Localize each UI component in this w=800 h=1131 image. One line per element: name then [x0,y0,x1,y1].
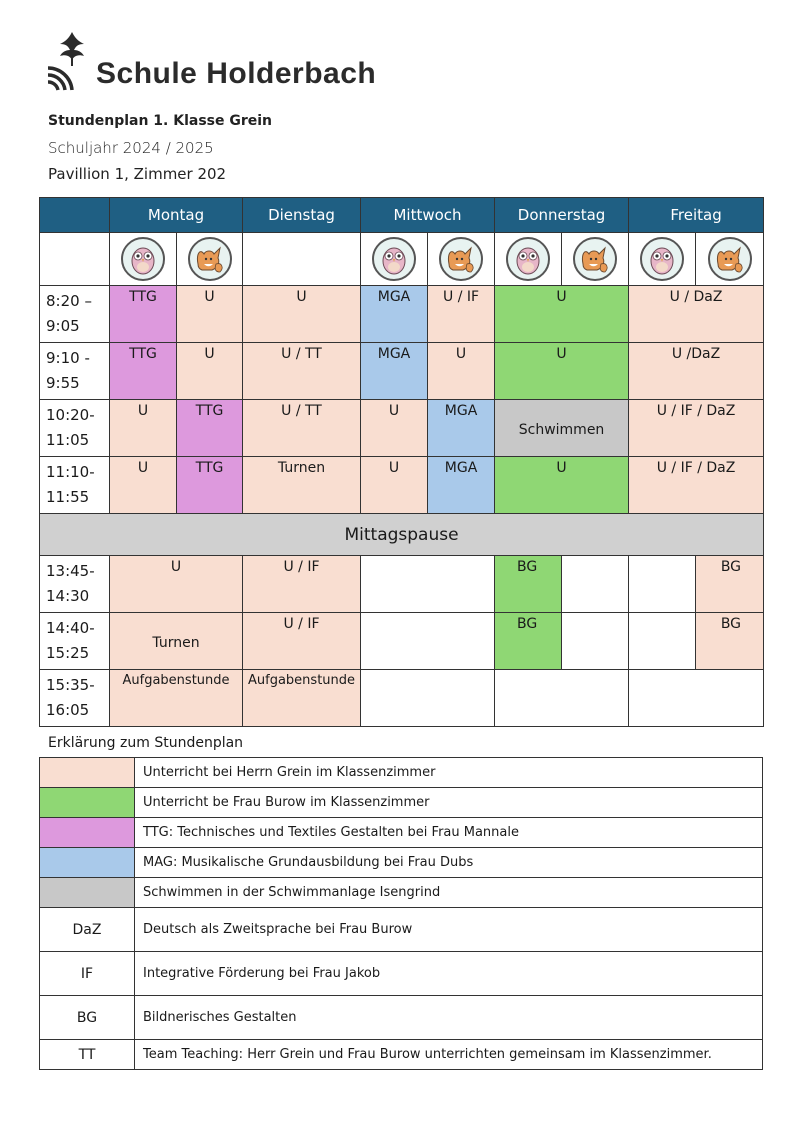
lesson-cell: U [428,343,495,400]
legend-text: Unterricht bei Herrn Grein im Klassenzimmer [135,758,763,788]
lesson-cell: U [177,343,243,400]
room-info: Pavillion 1, Zimmer 202 [48,165,227,183]
legend-title: Erklärung zum Stundenplan [48,735,244,751]
empty-cell [562,556,629,613]
school-header [46,30,376,92]
lesson-cell: Aufgabenstunde [110,670,243,727]
owl-icon [372,237,416,281]
legend-text: Deutsch als Zweitsprache bei Frau Burow [135,908,763,952]
legend-text: Schwimmen in der Schwimmanlage Isengrind [135,878,763,908]
icon-cell [495,233,562,286]
icon-cell [629,233,696,286]
empty-cell [629,613,696,670]
lesson-cell: U / IF / DaZ [629,400,764,457]
legend-text: MAG: Musikalische Grundausbildung bei Frau Dubs [135,848,763,878]
empty-cell [361,613,495,670]
lesson-cell: Aufgabenstunde [243,670,361,727]
lesson-cell: Turnen [243,457,361,514]
plan-title: Stundenplan 1. Klasse Grein [48,113,273,129]
lesson-cell: U / IF [243,613,361,670]
lesson-cell: TTG [110,286,177,343]
legend-text: Bildnerisches Gestalten [135,996,763,1040]
lesson-cell: U / DaZ [629,286,764,343]
icon-cell-empty [243,233,361,286]
owl-icon [506,237,550,281]
day-header-donnerstag: Donnerstag [495,198,629,233]
empty-cell [361,556,495,613]
header-corner [40,198,110,233]
lesson-cell: U [110,457,177,514]
legend-text: Unterricht be Frau Burow im Klassenzimmer [135,788,763,818]
legend-text: TTG: Technisches und Textiles Gestalten bei Frau Mannale [135,818,763,848]
lesson-cell: U [361,457,428,514]
time-cell: 8:20 – 9:05 [40,286,110,343]
lesson-cell: U [110,400,177,457]
legend-text: Integrative Förderung bei Frau Jakob [135,952,763,996]
time-cell: 11:10- 11:55 [40,457,110,514]
legend-swatch-ttg [40,818,135,848]
fox-icon [188,237,232,281]
time-cell: 14:40- 15:25 [40,613,110,670]
time-cell: 13:45- 14:30 [40,556,110,613]
legend-key: DaZ [40,908,135,952]
icon-cell [696,233,764,286]
fox-icon [708,237,752,281]
lesson-cell: MGA [428,457,495,514]
lesson-cell: U [110,556,243,613]
time-cell: 9:10 - 9:55 [40,343,110,400]
fox-icon [439,237,483,281]
icon-cell [110,233,177,286]
empty-cell [629,556,696,613]
school-year: Schuljahr 2024 / 2025 [48,139,214,157]
legend-key: TT [40,1040,135,1070]
lesson-cell: U / IF [243,556,361,613]
icon-cell [177,233,243,286]
lesson-cell: MGA [428,400,495,457]
fox-icon [573,237,617,281]
legend-swatch-swim [40,878,135,908]
lesson-cell: U [361,400,428,457]
lesson-cell: U / IF [428,286,495,343]
icon-cell [361,233,428,286]
lesson-cell-swimming: Schwimmen [495,400,629,457]
lesson-cell: U / TT [243,343,361,400]
lesson-cell: MGA [361,286,428,343]
lesson-cell: U [495,286,629,343]
lesson-cell: U [177,286,243,343]
time-cell: 15:35- 16:05 [40,670,110,727]
day-header-mittwoch: Mittwoch [361,198,495,233]
lunch-break-row: Mittagspause [40,514,764,556]
lesson-cell: U [243,286,361,343]
owl-icon [121,237,165,281]
lesson-cell: TTG [110,343,177,400]
lesson-cell: U [495,457,629,514]
empty-cell [361,670,495,727]
legend-key: IF [40,952,135,996]
empty-cell [629,670,764,727]
icon-cell [562,233,629,286]
lesson-cell: U /DaZ [629,343,764,400]
lesson-cell: BG [696,556,764,613]
legend-swatch-mga [40,848,135,878]
timetable [39,197,764,727]
day-header-dienstag: Dienstag [243,198,361,233]
empty-cell [562,613,629,670]
legend-key: BG [40,996,135,1040]
lesson-cell: MGA [361,343,428,400]
legend-table [39,757,763,1070]
empty-cell [495,670,629,727]
lesson-cell: TTG [177,457,243,514]
lesson-cell: BG [696,613,764,670]
lesson-cell: BG [495,613,562,670]
time-cell: 10:20- 11:05 [40,400,110,457]
lesson-cell: Turnen [110,613,243,670]
day-header-freitag: Freitag [629,198,764,233]
owl-icon [640,237,684,281]
icon-row-corner [40,233,110,286]
day-header-montag: Montag [110,198,243,233]
lesson-cell: BG [495,556,562,613]
icon-cell [428,233,495,286]
legend-text: Team Teaching: Herr Grein und Frau Burow unterrichten gemeinsam im Klassenzimmer. [135,1040,763,1070]
legend-swatch-grein [40,758,135,788]
lesson-cell: U [495,343,629,400]
lesson-cell: U / TT [243,400,361,457]
lesson-cell: U / IF / DaZ [629,457,764,514]
legend-swatch-burow [40,788,135,818]
school-name: Schule Holderbach [96,57,377,90]
lesson-cell: TTG [177,400,243,457]
school-logo-icon [46,30,94,92]
